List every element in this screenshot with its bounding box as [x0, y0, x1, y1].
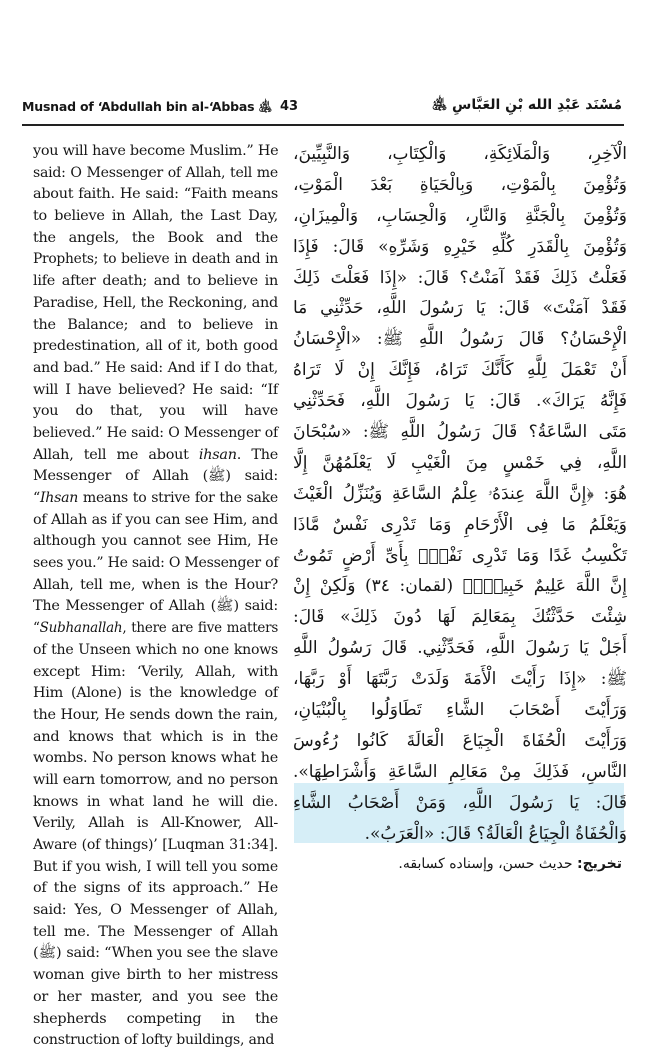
english-line: except Him: ‘Verily, Allah, with: [33, 663, 278, 680]
arabic-column: [293, 139, 627, 849]
english-line: of the Unseen which no one knows: [33, 641, 278, 658]
arabic-line: مَتَى السَّاعَةُ؟ قَالَ رَسُولُ اللَّهِ ﷺ: «سُبْحَانَ: [293, 422, 627, 443]
english-line: you do that, you will have: [33, 403, 278, 420]
english-line: and bad.” He said: And if I do that,: [33, 359, 278, 376]
english-line: to believe in Allah, the Last Day,: [33, 208, 278, 225]
arabic-line: النَّاسِ، فَذَلِكَ مِنْ مَعَالِمِ السَّاعَةِ وَأَشْرَاطِهَا».: [293, 761, 627, 782]
english-line: will I have believed? He said: “If: [33, 381, 278, 398]
english-line: “Ihsan means to strive for the sake: [33, 490, 278, 506]
english-line: said: Yes, O Messenger of Allah,: [33, 902, 278, 919]
english-line: you will have become Muslim.” He: [33, 143, 279, 159]
arabic-line: وَالْحُفَاةُ الْجِيَاعُ الْعَالَةُ؟ قَالَ: «الْعَرَبُ».: [364, 823, 627, 844]
english-line: construction of lofty buildings, and: [33, 1032, 275, 1049]
arabic-line: وَتُؤْمِنَ بِالْقَدَرِ كُلِّهِ خَيْرِهِ وَشَرِّهِ» قَالَ: فَإِذَا: [293, 236, 627, 257]
arabic-line: فَعَلْتُ ذَلِكَ فَقَدْ آمَنْتُ؟ قَالَ: «إِذَا فَعَلْتَ ذَلِكَ: [293, 267, 627, 288]
english-line: knows in what land he will die.: [33, 793, 278, 810]
english-line: Messenger of Allah (ﷺ) said:: [33, 468, 278, 485]
arabic-line: وَرَأَيْتَ الْحُفَاةَ الْجِيَاعَ الْعَالَةَ كَانُوا رُءُوسَ: [293, 730, 627, 751]
arabic-line: أَنْ تَعْمَلَ لِلَّهِ كَأَنَّكَ تَرَاهُ، فَإِنَّكَ إِنْ لَا تَرَاهُ: [293, 360, 627, 381]
header-right-title: مُسْنَد عَبْدِ الله بْنِ العَبَّاسِ ﵁: [431, 97, 622, 113]
page-header: [22, 99, 622, 121]
arabic-line: الْإِحْسَانُ؟ قَالَ رَسُولُ اللَّهِ ﷺ: «الْإِحْسَانُ: [293, 329, 627, 350]
arabic-line: إِنَّ اللَّهَ عَلِيمٌ خَبِيرٌۢ﴾ (لقمان: ٣٤) وَلَكِنْ إِنْ: [293, 576, 627, 597]
arabic-line: فَإِنَّهُ يَرَاكَ». قَالَ: يَا رَسُولَ اللَّهِ، فَحَدِّثْنِي: [293, 391, 627, 412]
english-line: Aware (of things)’ [Luqman 31:34].: [33, 837, 278, 853]
english-line: Him (Alone) is the knowledge of: [33, 685, 278, 702]
english-line: and knows that which is in the: [33, 728, 278, 745]
arabic-line: هُوَ: ﴿إِنَّ اللَّهَ عِندَهُۥ عِلْمُ السَّاعَةِ وَيُنَزِّلُ الْغَيْثَ: [293, 483, 627, 504]
arabic-line: اللَّهِ، فِي خَمْسٍ مِنَ الْغَيْبِ لَا يَعْلَمُهُنَّ إِلَّا: [293, 452, 627, 473]
english-line: said: O Messenger of Allah, tell me: [33, 164, 278, 181]
english-line: the angels, the Book and the: [33, 229, 278, 246]
english-line: shepherds competing in the: [33, 1010, 278, 1027]
arabic-line: شِئْتَ حَدَّثْتُكَ بِمَعَالِمَ لَهَا دُونَ ذَلِكَ» قَالَ:: [293, 607, 627, 628]
header-left-title: Musnad of ‘Abdullah bin al-‘Abbas ﵁: [22, 99, 273, 114]
english-line: (ﷺ) said: “When you see the slave: [33, 945, 278, 962]
english-line: Prophets; to believe in death and in: [33, 251, 278, 268]
english-line: will earn tomorrow, and no person: [33, 771, 278, 788]
english-line: of Allah as if you can see Him, and: [33, 511, 278, 528]
arabic-line: فَقَدْ آمَنْتَ» قَالَ: يَا رَسُولَ اللَّهِ، حَدِّثْنِي مَا: [293, 298, 627, 319]
header-rule: [22, 124, 624, 126]
english-line: tell me. The Messenger of Allah: [33, 923, 278, 940]
arabic-line: وَتُؤْمِنَ بِالْجَنَّةِ وَالنَّارِ، وَالْحِسَابِ، وَالْمِيزَانِ،: [293, 205, 627, 226]
english-line: of the signs of its approach.” He: [33, 880, 278, 897]
english-line: The Messenger of Allah (ﷺ) said:: [33, 598, 278, 615]
page-number: 43: [280, 99, 299, 114]
arabic-line: أَجَلْ يَا رَسُولَ اللَّهِ، فَحَدِّثْنِي. قَالَ رَسُولُ اللَّهِ: [293, 638, 627, 659]
english-line: Verily, Allah is All-Knower, All-: [33, 815, 278, 832]
english-line: “Subhanallah, there are five matters: [33, 620, 278, 637]
english-line: although you cannot see Him, He: [33, 533, 278, 550]
english-line: woman give birth to her mistress: [33, 967, 278, 984]
arabic-line: وَيَعْلَمُ مَا فِى الْأَرْحَامِ وَمَا تَدْرِى نَفْسٌ مَّاذَا: [293, 514, 627, 535]
english-line: predestination, all of it, both good: [33, 338, 278, 355]
english-line: Paradise, Hell, the Reckoning, and: [33, 294, 278, 311]
english-line: life after death; and to believe in: [33, 273, 278, 290]
english-line: the Hour, He sends down the rain,: [33, 706, 278, 723]
arabic-line: وَتُؤْمِنَ بِالْمَوْتِ، وَبِالْحَيَاةِ بَعْدَ الْمَوْتِ،: [293, 174, 627, 195]
english-line: sees you.” He said: O Messenger of: [33, 555, 279, 572]
english-line: But if you wish, I will tell you some: [33, 858, 278, 875]
english-line: wombs. No person knows what he: [33, 750, 278, 767]
english-line: the Balance; and to believe in: [33, 316, 278, 333]
takhrij-note: [398, 856, 622, 872]
arabic-line: قَالَ: يَا رَسُولَ اللَّهِ، وَمَنْ أَصْحَابُ الشَّاءِ: [293, 792, 627, 813]
arabic-line: تَكْسِبُ غَدًا وَمَا تَدْرِى نَفْسٌۢ بِأَىِّ أَرْضٍ تَمُوتُ: [293, 545, 627, 566]
english-column: [33, 141, 278, 1052]
takhrij-text: حديث حسن، وإسناده كسابقه.: [398, 856, 573, 872]
english-line: or her master, and you see the: [33, 988, 278, 1005]
takhrij-label: تخريج:: [576, 856, 622, 872]
arabic-line: الْآخِرِ، وَالْمَلَائِكَةِ، وَالْكِتَابِ، وَالنَّبِيِّينَ،: [293, 144, 627, 164]
arabic-line: وَرَأَيْتَ أَصْحَابَ الشَّاءِ تَطَاوَلُوا بِالْبُنْيَانِ،: [293, 700, 627, 721]
arabic-line: ﷺ: «إِذَا رَأَيْتَ الْأَمَةَ وَلَدَتْ رَبَّتَهَا أَوْ رَبَّهَا،: [293, 669, 627, 690]
english-line: Allah, tell me, when is the Hour?: [33, 576, 278, 593]
english-line: about faith. He said: “Faith means: [33, 186, 278, 203]
english-line: Allah, tell me about ihsan. The: [33, 446, 278, 463]
english-line: believed.” He said: O Messenger of: [33, 424, 278, 441]
